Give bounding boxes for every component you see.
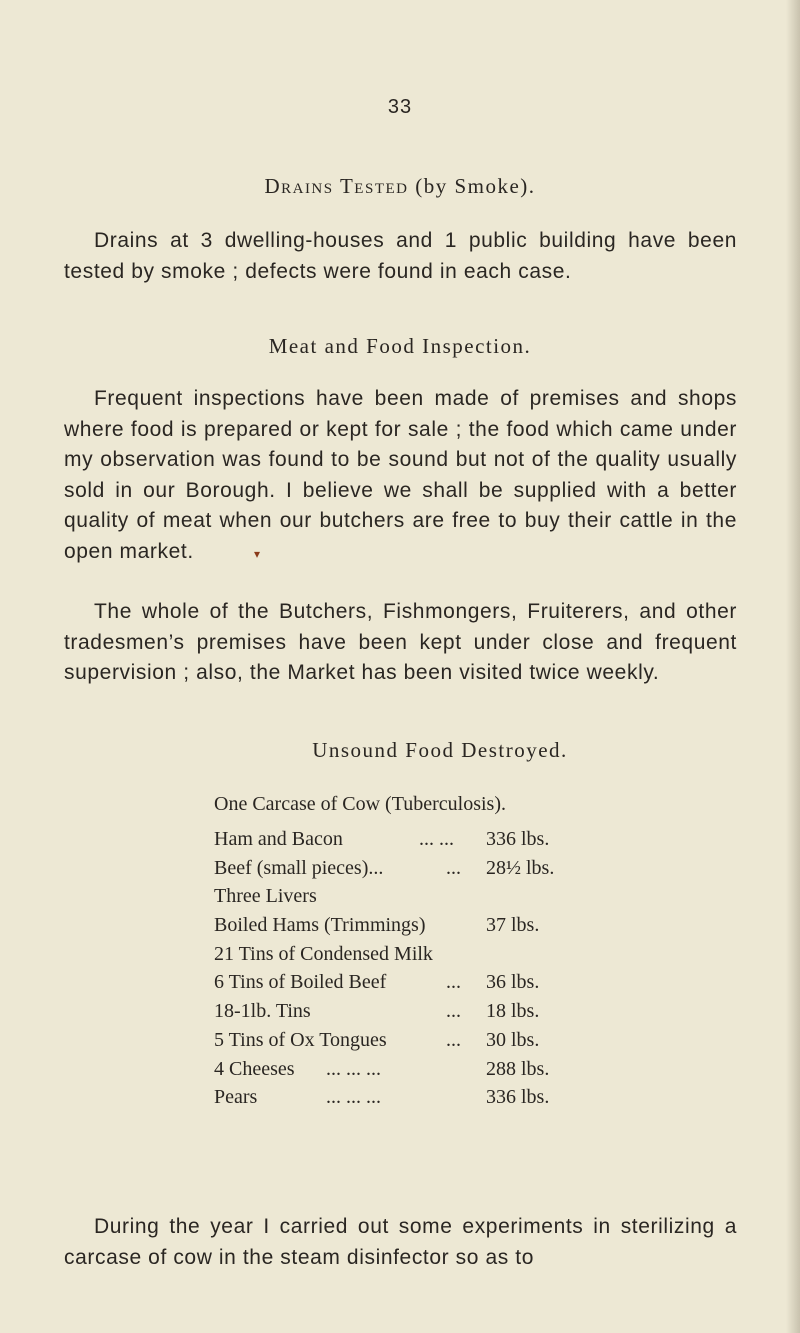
leader-dots: ... ... (419, 828, 454, 850)
food-row (214, 1026, 614, 1055)
food-item: 21 Tins of Condensed Milk (214, 942, 433, 965)
unsound-food-table (214, 825, 614, 1112)
food-item: Ham and Bacon (214, 828, 343, 850)
food-row (214, 911, 614, 940)
leader-dots: ... (446, 1028, 461, 1051)
food-item: Beef (small pieces)... (214, 856, 384, 879)
meat-paragraph-2: The whole of the Butchers, Fishmongers, Fruiterers, and other tradesmen’s premises have been kept under close and frequent supervision ; also, the Market has been visited twice weekly. (64, 600, 737, 684)
food-row (214, 825, 614, 854)
food-row (214, 968, 614, 997)
food-row (214, 940, 614, 969)
unsound-heading: Unsound Food Destroyed. (312, 738, 568, 762)
drains-heading-main: Drains Tested (264, 174, 409, 198)
food-quantity: 336 lbs. (486, 828, 550, 850)
food-item: 6 Tins of Boiled Beef (214, 971, 387, 994)
food-quantity: 36 lbs. (486, 971, 540, 994)
leader-dots: ... (446, 971, 461, 994)
drains-paragraph: Drains at 3 dwelling-houses and 1 public building have been tested by smoke ; defects were found in each case. (64, 229, 737, 283)
food-quantity: 18 lbs. (486, 1000, 540, 1023)
food-row (214, 882, 614, 911)
food-item: 4 Cheeses (214, 1057, 295, 1080)
food-item: Pears (214, 1086, 258, 1109)
food-row (214, 1083, 614, 1112)
food-row (214, 997, 614, 1026)
food-item: 18-1lb. Tins (214, 1000, 311, 1023)
food-item: 5 Tins of Ox Tongues (214, 1028, 387, 1051)
food-item: Three Livers (214, 885, 317, 908)
leader-dots: ... ... ... (326, 1057, 381, 1080)
unsound-first-line (214, 790, 614, 819)
first-line-text: One Carcase of Cow (Tuberculosis). (214, 793, 506, 815)
food-row (214, 1055, 614, 1084)
drains-heading-sub: (by Smoke). (415, 174, 536, 198)
closing-paragraph: During the year I carried out some experiments in sterilizing a carcase of cow in the steam disinfector so as to (64, 1215, 737, 1269)
food-quantity: 336 lbs. (486, 1086, 550, 1109)
drains-heading (0, 174, 800, 199)
food-quantity: 37 lbs. (486, 914, 540, 937)
food-quantity: 28½ lbs. (486, 856, 555, 879)
food-row (214, 854, 614, 883)
food-quantity: 30 lbs. (486, 1028, 540, 1051)
meat-heading: Meat and Food Inspection. (268, 334, 532, 358)
page-edge-shadow (786, 0, 800, 1333)
food-quantity: 288 lbs. (486, 1057, 550, 1080)
leader-dots: ... ... ... (326, 1086, 381, 1109)
leader-dots: ... (446, 1000, 461, 1023)
stray-mark-icon: ▾ (254, 547, 261, 561)
unsound-food-list (214, 790, 614, 819)
meat-paragraph-1: Frequent inspections have been made of premises and shops where food is prepared or kept for sale ; the food which came under my observation was found to be sound but not of the quality usually sold in our Borough. I believe we shall be supplied with a better quality of meat when our butchers are free to buy their cattle in the open market. (64, 387, 737, 563)
leader-dots: ... (446, 856, 461, 879)
page-number: 33 (387, 96, 413, 118)
food-item: Boiled Hams (Trimmings) (214, 914, 426, 937)
